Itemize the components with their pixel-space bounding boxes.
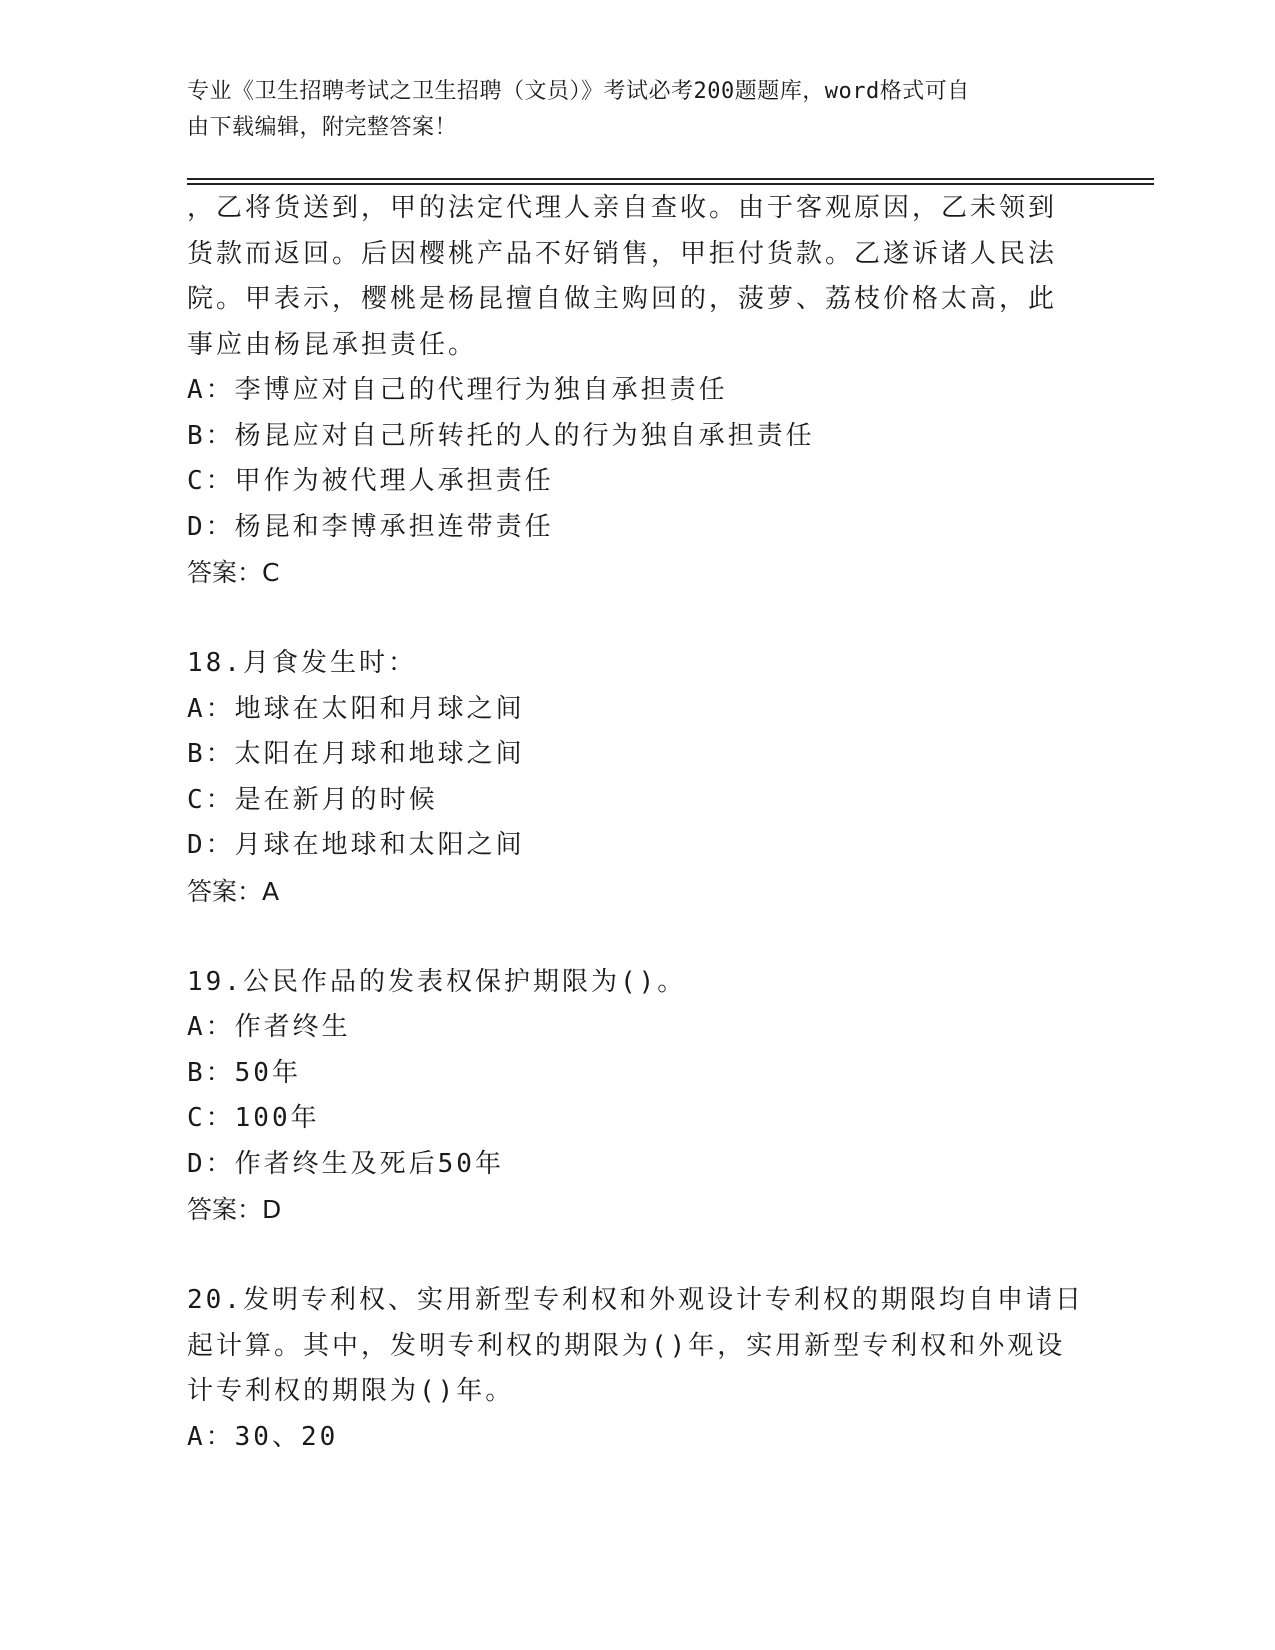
- option-c: C：甲作为被代理人承担责任: [187, 466, 554, 496]
- header-divider-bottom: [187, 183, 1154, 185]
- option-d: D：作者终生及死后50年: [187, 1148, 504, 1179]
- header-line-1: 专业《卫生招聘考试之卫生招聘（文员）》考试必考200题题库，word格式可自: [187, 79, 970, 104]
- option-a: A：地球在太阳和月球之间: [187, 693, 525, 724]
- question-stem-line: ，乙将货送到，甲的法定代理人亲自查收。由于客观原因，乙未领到: [187, 193, 1058, 223]
- option-d: D：杨昆和李博承担连带责任: [187, 511, 554, 542]
- option-a: A：作者终生: [187, 1012, 351, 1042]
- option-a: A：30、20: [187, 1421, 339, 1452]
- question-18: [187, 641, 1087, 914]
- header-divider-top: [187, 178, 1154, 180]
- answer-line: 答案：C: [187, 558, 280, 587]
- question-stem-line: 计专利权的期限为()年。: [187, 1376, 515, 1406]
- answer-line: 答案：A: [187, 876, 280, 906]
- option-b: B：太阳在月球和地球之间: [187, 739, 525, 769]
- header-line-2: 由下载编辑，附完整答案！: [187, 115, 458, 140]
- document-header: [187, 74, 1067, 146]
- question-stem-line: 货款而返回。后因樱桃产品不好销售，甲拒付货款。乙遂诉诸人民法: [187, 238, 1058, 269]
- option-c: C：是在新月的时候: [187, 784, 438, 815]
- option-d: D：月球在地球和太阳之间: [187, 830, 525, 860]
- question-stem-line: 起计算。其中，发明专利权的期限为()年，实用新型专利权和外观设: [187, 1330, 1066, 1361]
- option-b: B：杨昆应对自己所转托的人的行为独自承担责任: [187, 420, 815, 451]
- question-stem-line: 19.公民作品的发表权保护期限为()。: [187, 966, 687, 997]
- document-body: [187, 186, 1087, 1460]
- question-19: [187, 960, 1087, 1233]
- answer-line: 答案：D: [187, 1195, 282, 1224]
- option-a: A：李博应对自己的代理行为独自承担责任: [187, 375, 728, 405]
- question-stem-line: 18.月食发生时：: [187, 648, 417, 678]
- option-b: B：50年: [187, 1057, 301, 1088]
- spacer: [187, 596, 1087, 642]
- question-20: [187, 1278, 1087, 1460]
- spacer: [187, 914, 1087, 960]
- spacer: [187, 1233, 1087, 1279]
- question-stem-line: 20.发明专利权、实用新型专利权和外观设计专利权的期限均自申请日: [187, 1285, 1084, 1315]
- question-17: [187, 186, 1087, 596]
- question-stem-line: 事应由杨昆承担责任。: [187, 329, 478, 360]
- question-stem-line: 院。甲表示，樱桃是杨昆擅自做主购回的，菠萝、荔枝价格太高，此: [187, 284, 1058, 314]
- option-c: C：100年: [187, 1103, 320, 1133]
